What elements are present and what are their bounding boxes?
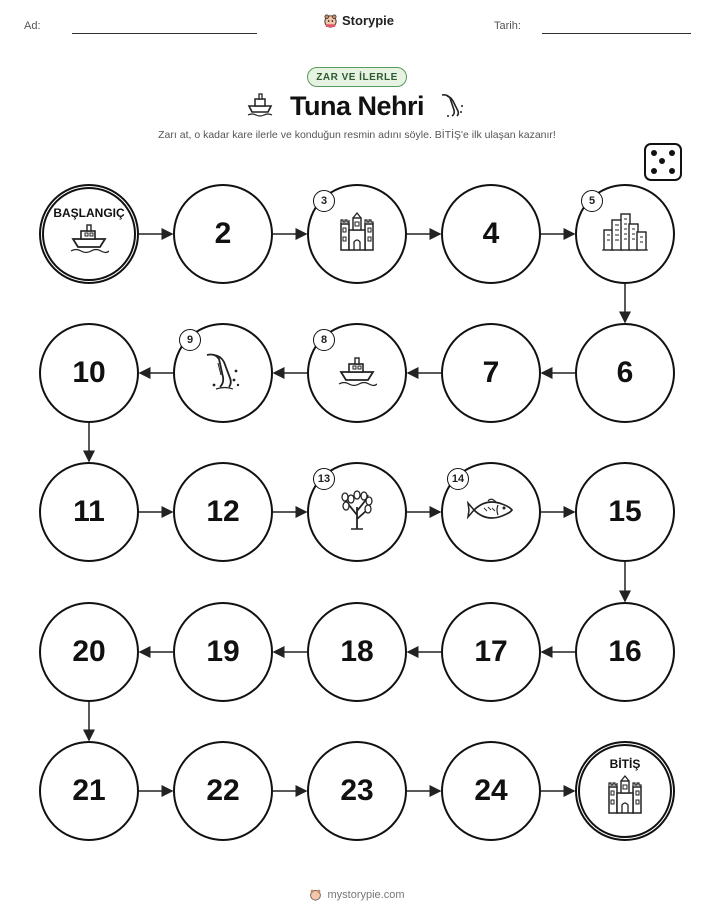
cell-number: 10	[72, 356, 106, 389]
board-cell[interactable]	[173, 741, 273, 841]
cell-number: 4	[482, 217, 500, 250]
cell-number: 12	[206, 495, 240, 528]
cell-number: 11	[73, 495, 105, 528]
cell-number: 20	[72, 635, 106, 668]
board-cell[interactable]	[173, 462, 273, 562]
board-cell[interactable]	[39, 323, 139, 423]
cell-number-badge: 13	[313, 468, 335, 490]
date-label: Tarih:	[494, 20, 521, 32]
game-type-badge: ZAR VE İLERLE	[307, 67, 407, 87]
brand-name: Storypie	[342, 13, 395, 28]
board-cell[interactable]	[39, 602, 139, 702]
finish-cell[interactable]	[575, 741, 675, 841]
board-cell[interactable]	[173, 602, 273, 702]
storypie-footer-logo-icon	[309, 888, 322, 901]
fish-icon	[466, 495, 516, 530]
cell-number: 6	[616, 356, 634, 389]
board-cell[interactable]	[441, 184, 541, 284]
cell-number: 18	[340, 635, 374, 668]
board-cell[interactable]	[575, 184, 675, 284]
board-cell[interactable]	[441, 602, 541, 702]
board-cell[interactable]	[173, 323, 273, 423]
board-cell[interactable]	[307, 602, 407, 702]
cell-number: 24	[474, 774, 508, 807]
date-line[interactable]	[542, 33, 691, 34]
footer	[0, 888, 714, 901]
board-cell[interactable]	[575, 323, 675, 423]
cell-number: 23	[340, 774, 374, 807]
brand-logo	[323, 13, 394, 28]
cell-number: 21	[72, 774, 106, 807]
cell-number: 7	[482, 356, 500, 389]
cell-number-badge: 3	[313, 190, 335, 212]
name-line[interactable]	[72, 33, 257, 34]
cell-number: 19	[206, 635, 240, 668]
cell-label: BİTİŞ	[609, 756, 641, 771]
castle-icon	[335, 210, 379, 259]
start-cell[interactable]	[39, 184, 139, 284]
board-cell[interactable]	[441, 462, 541, 562]
board-cell[interactable]	[173, 184, 273, 284]
cell-number-badge: 14	[447, 468, 469, 490]
cell-number-badge: 8	[313, 329, 335, 351]
board-cell[interactable]	[441, 323, 541, 423]
instructions: Zarı at, o kadar kare ilerle ve konduğun resmin adını söyle. BİTİŞ'e ilk ulaşan kazanır!	[158, 129, 556, 141]
board-cell[interactable]	[575, 462, 675, 562]
cell-number: 15	[608, 495, 642, 528]
board-cell[interactable]	[307, 462, 407, 562]
castle-icon	[603, 773, 647, 822]
cell-number: 16	[608, 635, 642, 668]
boat-icon	[337, 355, 377, 392]
waterfall-icon	[201, 349, 245, 398]
dice-icon[interactable]	[644, 143, 682, 181]
board-cell[interactable]	[307, 184, 407, 284]
cell-number: 17	[474, 635, 508, 668]
boat-icon	[69, 222, 109, 259]
tree-icon	[337, 487, 377, 538]
board-cell[interactable]	[575, 602, 675, 702]
city-icon	[601, 210, 649, 259]
storypie-logo-icon	[323, 13, 338, 28]
name-label: Ad:	[24, 20, 41, 32]
board-cell[interactable]	[39, 462, 139, 562]
cell-number: 2	[214, 217, 232, 250]
cell-number: 22	[206, 774, 240, 807]
cell-number-badge: 9	[179, 329, 201, 351]
board-cell[interactable]	[441, 741, 541, 841]
cell-number-badge: 5	[581, 190, 603, 212]
board-cell[interactable]	[307, 323, 407, 423]
cell-label: BAŞLANGIÇ	[53, 205, 125, 220]
board-cell[interactable]	[307, 741, 407, 841]
waterfall-icon	[438, 92, 468, 120]
board-cell[interactable]	[39, 741, 139, 841]
footer-url[interactable]: mystorypie.com	[327, 888, 405, 901]
page-title: Tuna Nehri	[289, 91, 424, 121]
